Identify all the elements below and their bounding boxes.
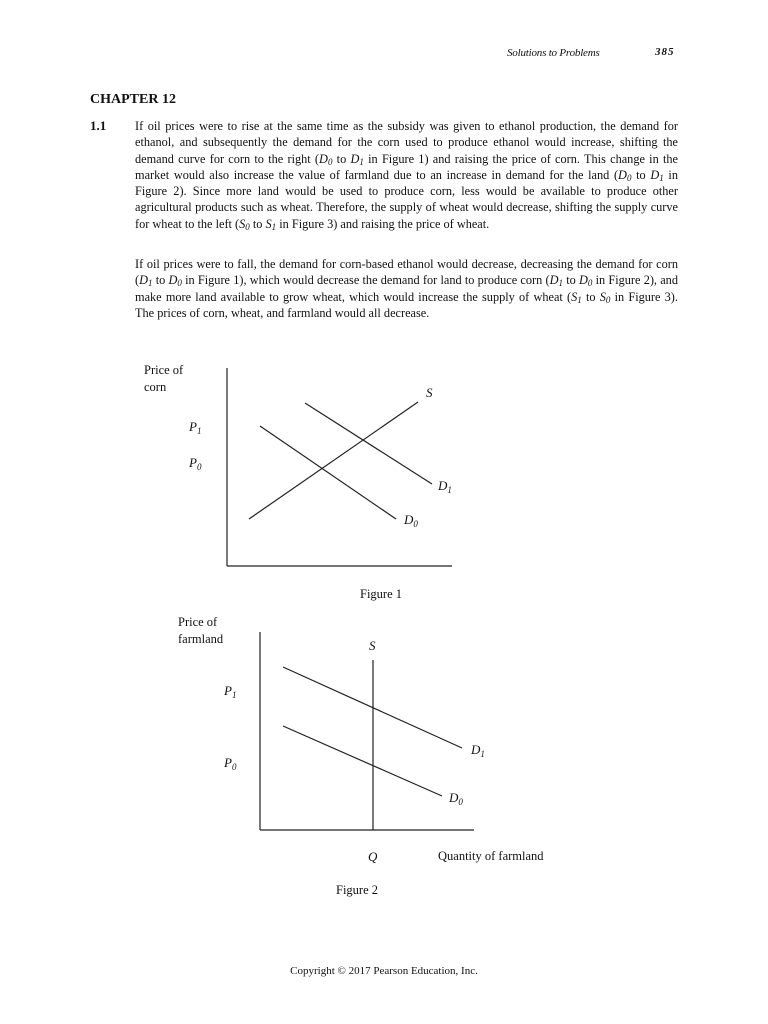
figure-1-d0-label: $D_0$ [404,512,418,529]
figure-1-y-label-line1: Price of [144,363,184,377]
figure-2-axes [260,632,474,830]
figure-2-d1-label: $D_1$ [471,742,485,759]
figure-2-y-label-line1: Price of [178,615,218,629]
figure-2-d0-label: $D_0$ [449,790,463,807]
figure-1-demand-curve-d0 [260,426,396,519]
figure-2-price-p1: $P_1$ [224,683,237,700]
figure-1-axes [227,368,452,566]
figure-1-supply-curve [249,402,418,519]
figure-1-caption: Figure 1 [360,587,403,601]
figure-1-y-label-line2: corn [144,380,167,394]
figure-2-quantity-label: Q [368,849,378,864]
figure-2-supply-label: S [369,638,376,653]
figure-2-demand-curve-d0 [283,726,442,796]
running-title: Solutions to Problems [507,47,600,59]
answer-paragraph-2: If oil prices were to fall, the demand for corn-based ethanol would decrease, decreasing the demand for corn ($D_1$ to $D_0$ in Figure 1), which would decrease the demand for land to produce corn ($D_1$ to $D_0$ in Figure 2), and make more land available to grow wheat, which would increase the supply of wheat ($S_1$ to $S_0$ in Figure 3). The prices of corn, wheat, and farmland would all decrease. [135,257,678,320]
copyright-footer: Copyright © 2017 Pearson Education, Inc. [290,965,478,977]
figure-1-supply-label: S [426,385,433,400]
figure-2-price-p0: $P_0$ [224,755,237,772]
question-number: 1.1 [90,118,107,133]
figure-1-demand-curve-d1 [305,403,432,484]
figure-2-x-label: Quantity of farmland [438,849,544,863]
figure-1-d1-label: $D_1$ [438,478,452,495]
page-number: 385 [655,46,675,58]
chapter-title: CHAPTER 12 [90,92,176,107]
figure-2-caption: Figure 2 [336,883,379,897]
answer-paragraph-1: If oil prices were to rise at the same time as the subsidy was given to ethanol production, the demand for ethanol, and subsequently the demand for the corn used to produce ethanol would increase, shifting the demand curve for corn to the right ($D_0$ to $D_1$ in Figure 1) and raising the price of corn. This change in the market would also increase the value of farmland due to an increase in demand for the land ($D_0$ to $D_1$ in Figure 2). Since more land would be used to produce corn, less would be available to produce other agricultural products such as wheat. Therefore, the supply of wheat would decrease, shifting the supply curve for wheat to the left ($S_0$ to $S_1$ in Figure 3) and raising the price of wheat. [135,119,679,232]
figure-1-price-p1: $P_1$ [189,419,202,436]
figure-1-price-p0: $P_0$ [189,455,202,472]
figure-2-y-label-line2: farmland [178,632,224,646]
